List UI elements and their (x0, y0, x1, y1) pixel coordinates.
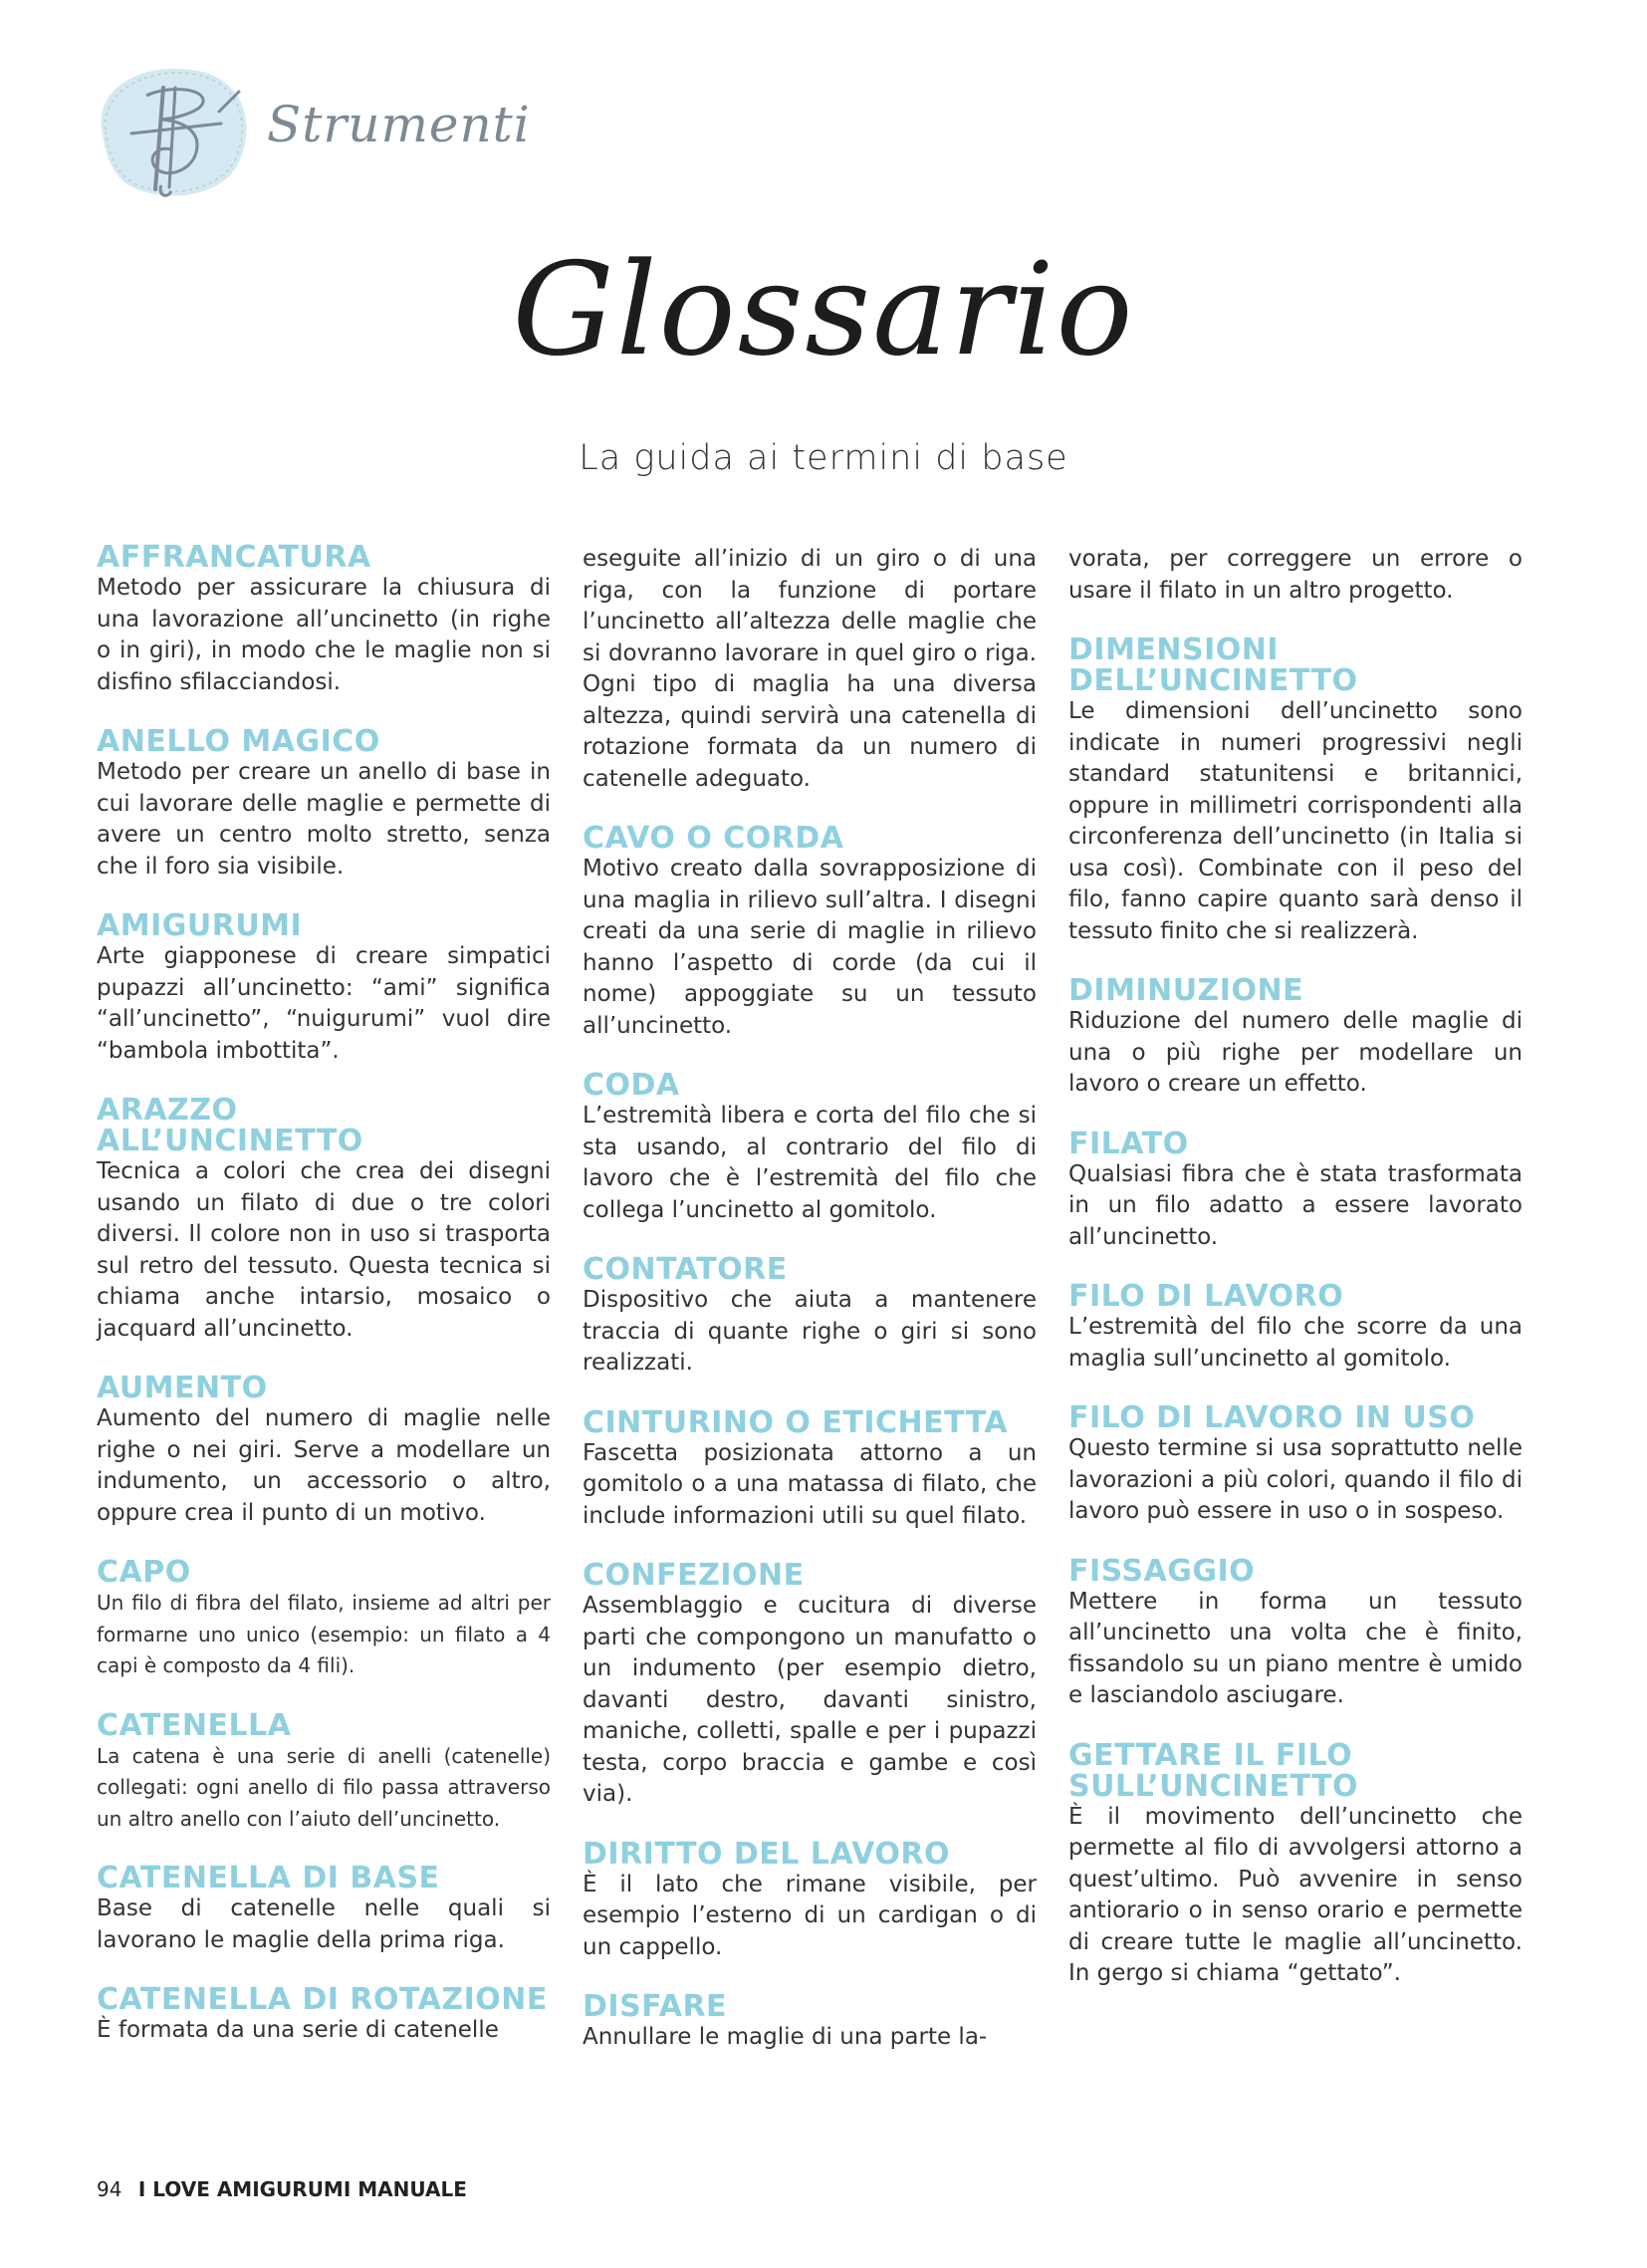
glossary-definition: Le dimensioni dell’uncinetto sono indicate in numeri progressivi negli standard statunitensi e britannici, oppure in millimetri corrispondenti alla circonferenza dell’uncinetto (in Italia si usa così). Combinate con il peso del filo, fanno capire quanto sarà denso il tessuto finito che si realizzerà. (1068, 698, 1523, 944)
glossary-term: CATENELLA (97, 1707, 292, 1743)
glossary-term: CINTURINO O ETICHETTA (583, 1404, 1009, 1440)
page-subtitle: La guida ai termini di base (579, 438, 1068, 478)
magazine-name: I LOVE AMIGURUMI MANUALE (137, 2177, 467, 2201)
glossary-definition: Dispositivo che aiuta a mantenere traccia di quante righe o giri si sono realizzati. (583, 1287, 1037, 1376)
glossary-definition: Un filo di fibra del filato, insieme ad altri per formarne uno unico (esempio: un filato a 4 capi è composto da 4 fili). (97, 1591, 551, 1677)
glossary-definition: Tecnica a colori che crea dei disegni usando un filato di due o tre colori diversi. Il colore non in uso si trasporta sul retro del tessuto. Questa tecnica si chiama anche intarsio, mosaico o jacquard all’uncinetto. (97, 1158, 551, 1342)
glossary-column-1 (97, 534, 551, 2047)
glossary-definition: Arte giapponese di creare simpatici pupazzi all’uncinetto: “ami” significa “all’uncinetto”, “nuigurumi” vuol dire “bambola imbottita”. (97, 943, 551, 1064)
glossary-definition: Aumento del numero di maglie nelle righe o nei giri. Serve a modellare un indumento, un accessorio o altro, oppure crea il punto di un motivo. (97, 1405, 551, 1526)
glossary-definition: È formata da una serie di catenelle (97, 2017, 499, 2043)
page-title: Glossario (512, 236, 1135, 384)
glossary-definition: Annullare le maglie di una parte la- (583, 2024, 988, 2050)
glossary-definition: L’estremità del filo che scorre da una maglia sull’uncinetto al gomitolo. (1068, 1314, 1523, 1372)
glossary-definition: È il lato che rimane visibile, per esempio l’esterno di un cardigan o di un cappello. (583, 1871, 1037, 1960)
glossary-term: FILO DI LAVORO (1068, 1279, 1344, 1314)
glossary-term: CAPO (97, 1555, 191, 1590)
glossary-continuation: eseguite all’inizio di un giro o di una riga, con la funzione di portare l’uncinetto all’altezza delle maglie che si dovranno lavorare in quel giro o riga. Ogni tipo di maglia ha una diversa altezza, quindi servirà una catenella di rotazione formata da un numero di catenelle adeguato. (583, 546, 1037, 792)
glossary-term: CONTATORE (583, 1252, 788, 1287)
glossary-definition: Riduzione del numero delle maglie di una o più righe per modellare un lavoro o creare un effetto. (1068, 1008, 1523, 1097)
glossary-term: DIMINUZIONE (1068, 973, 1304, 1008)
glossary-definition: Base di catenelle nelle quali si lavorano le maglie della prima riga. (97, 1895, 551, 1953)
glossary-term: CATENELLA DI ROTAZIONE (97, 1982, 548, 2017)
glossary-term: FILATO (1068, 1126, 1189, 1161)
glossary-term: AMIGURUMI (97, 908, 303, 943)
glossary-term: ANELLO MAGICO (97, 724, 380, 759)
glossary-continuation: vorata, per correggere un errore o usare il filato in un altro progetto. (1068, 546, 1523, 604)
glossary-column-3 (1068, 534, 1523, 1990)
glossary-definition: La catena è una serie di anelli (catenelle) collegati: ogni anello di filo passa attraverso un altro anello con l’aiuto dell’uncinetto. (97, 1743, 551, 1831)
page-footer (97, 2177, 467, 2201)
glossary-definition: È il movimento dell’uncinetto che permette al filo di avvolgersi attorno a quest’ultimo. Può avvenire in senso antiorario o in senso orario e permette di creare tutte le maglie all’uncinetto. In gergo si chiama “gettato”. (1068, 1803, 1523, 1986)
glossary-term: AFFRANCATURA (97, 540, 371, 575)
glossary-term: DISFARE (583, 1989, 728, 2024)
glossary-definition: Questo termine si usa soprattutto nelle lavorazioni a più colori, quando il filo di lavoro può essere in uso o in sospeso. (1068, 1435, 1523, 1524)
crochet-hook-logo-icon (92, 58, 261, 207)
glossary-term: CODA (583, 1068, 680, 1103)
glossary-definition: Metodo per assicurare la chiusura di una lavorazione all’uncinetto (in righe o in giri), in modo che le maglie non si disfino sfilacciandosi. (97, 575, 551, 695)
glossary-term: GETTARE IL FILO SULL’UNCINETTO (1068, 1737, 1359, 1804)
glossary-term: FISSAGGIO (1068, 1553, 1256, 1589)
glossary-definition: Qualsiasi fibra che è stata trasformata in un filo adatto a essere lavorato all’uncinetto. (1068, 1160, 1523, 1250)
section-label: Strumenti (267, 96, 531, 153)
glossary-column-2 (583, 534, 1037, 2054)
glossary-term: ARAZZO ALL’UNCINETTO (97, 1093, 363, 1158)
glossary-definition: Fascetta posizionata attorno a un gomitolo o a una matassa di filato, che include informazioni utili su quel filato. (583, 1439, 1037, 1529)
glossary-term: CAVO O CORDA (583, 821, 844, 856)
glossary-term: DIRITTO DEL LAVORO (583, 1836, 950, 1872)
glossary-definition: Assemblaggio e cucitura di diverse parti che compongono un manufatto o un indumento (per esempio dietro, davanti destro, davanti sinistro, maniche, colletti, spalle e per i pupazzi testa, corpo braccia e gambe e così via). (583, 1593, 1037, 1807)
glossary-definition: Motivo creato dalla sovrapposizione di una maglia in rilievo sull’altra. I disegni creati da una serie di maglie in rilievo hanno l’aspetto di corde (da cui il nome) appoggiate su un tessuto all’uncinetto. (583, 856, 1037, 1039)
glossary-term: AUMENTO (97, 1371, 268, 1405)
glossary-definition: Metodo per creare un anello di base in cui lavorare delle maglie e permette di avere un centro molto stretto, senza che il foro sia visibile. (97, 759, 551, 880)
glossary-term: CATENELLA DI BASE (97, 1861, 440, 1895)
glossary-term: CONFEZIONE (583, 1558, 805, 1593)
glossary-definition: L’estremità libera e corta del filo che si sta usando, al contrario del filo di lavoro che è l’estremità del filo che collega l’uncinetto al gomitolo. (583, 1103, 1037, 1223)
page-number: 94 (97, 2177, 122, 2201)
glossary-term: DIMENSIONI DELL’UNCINETTO (1068, 632, 1358, 698)
glossary-definition: Mettere in forma un tessuto all’uncinetto una volta che è finito, fissandolo su un piano mentre è umido e lasciandolo asciugare. (1068, 1588, 1523, 1708)
glossary-term: FILO DI LAVORO IN USO (1068, 1400, 1476, 1435)
